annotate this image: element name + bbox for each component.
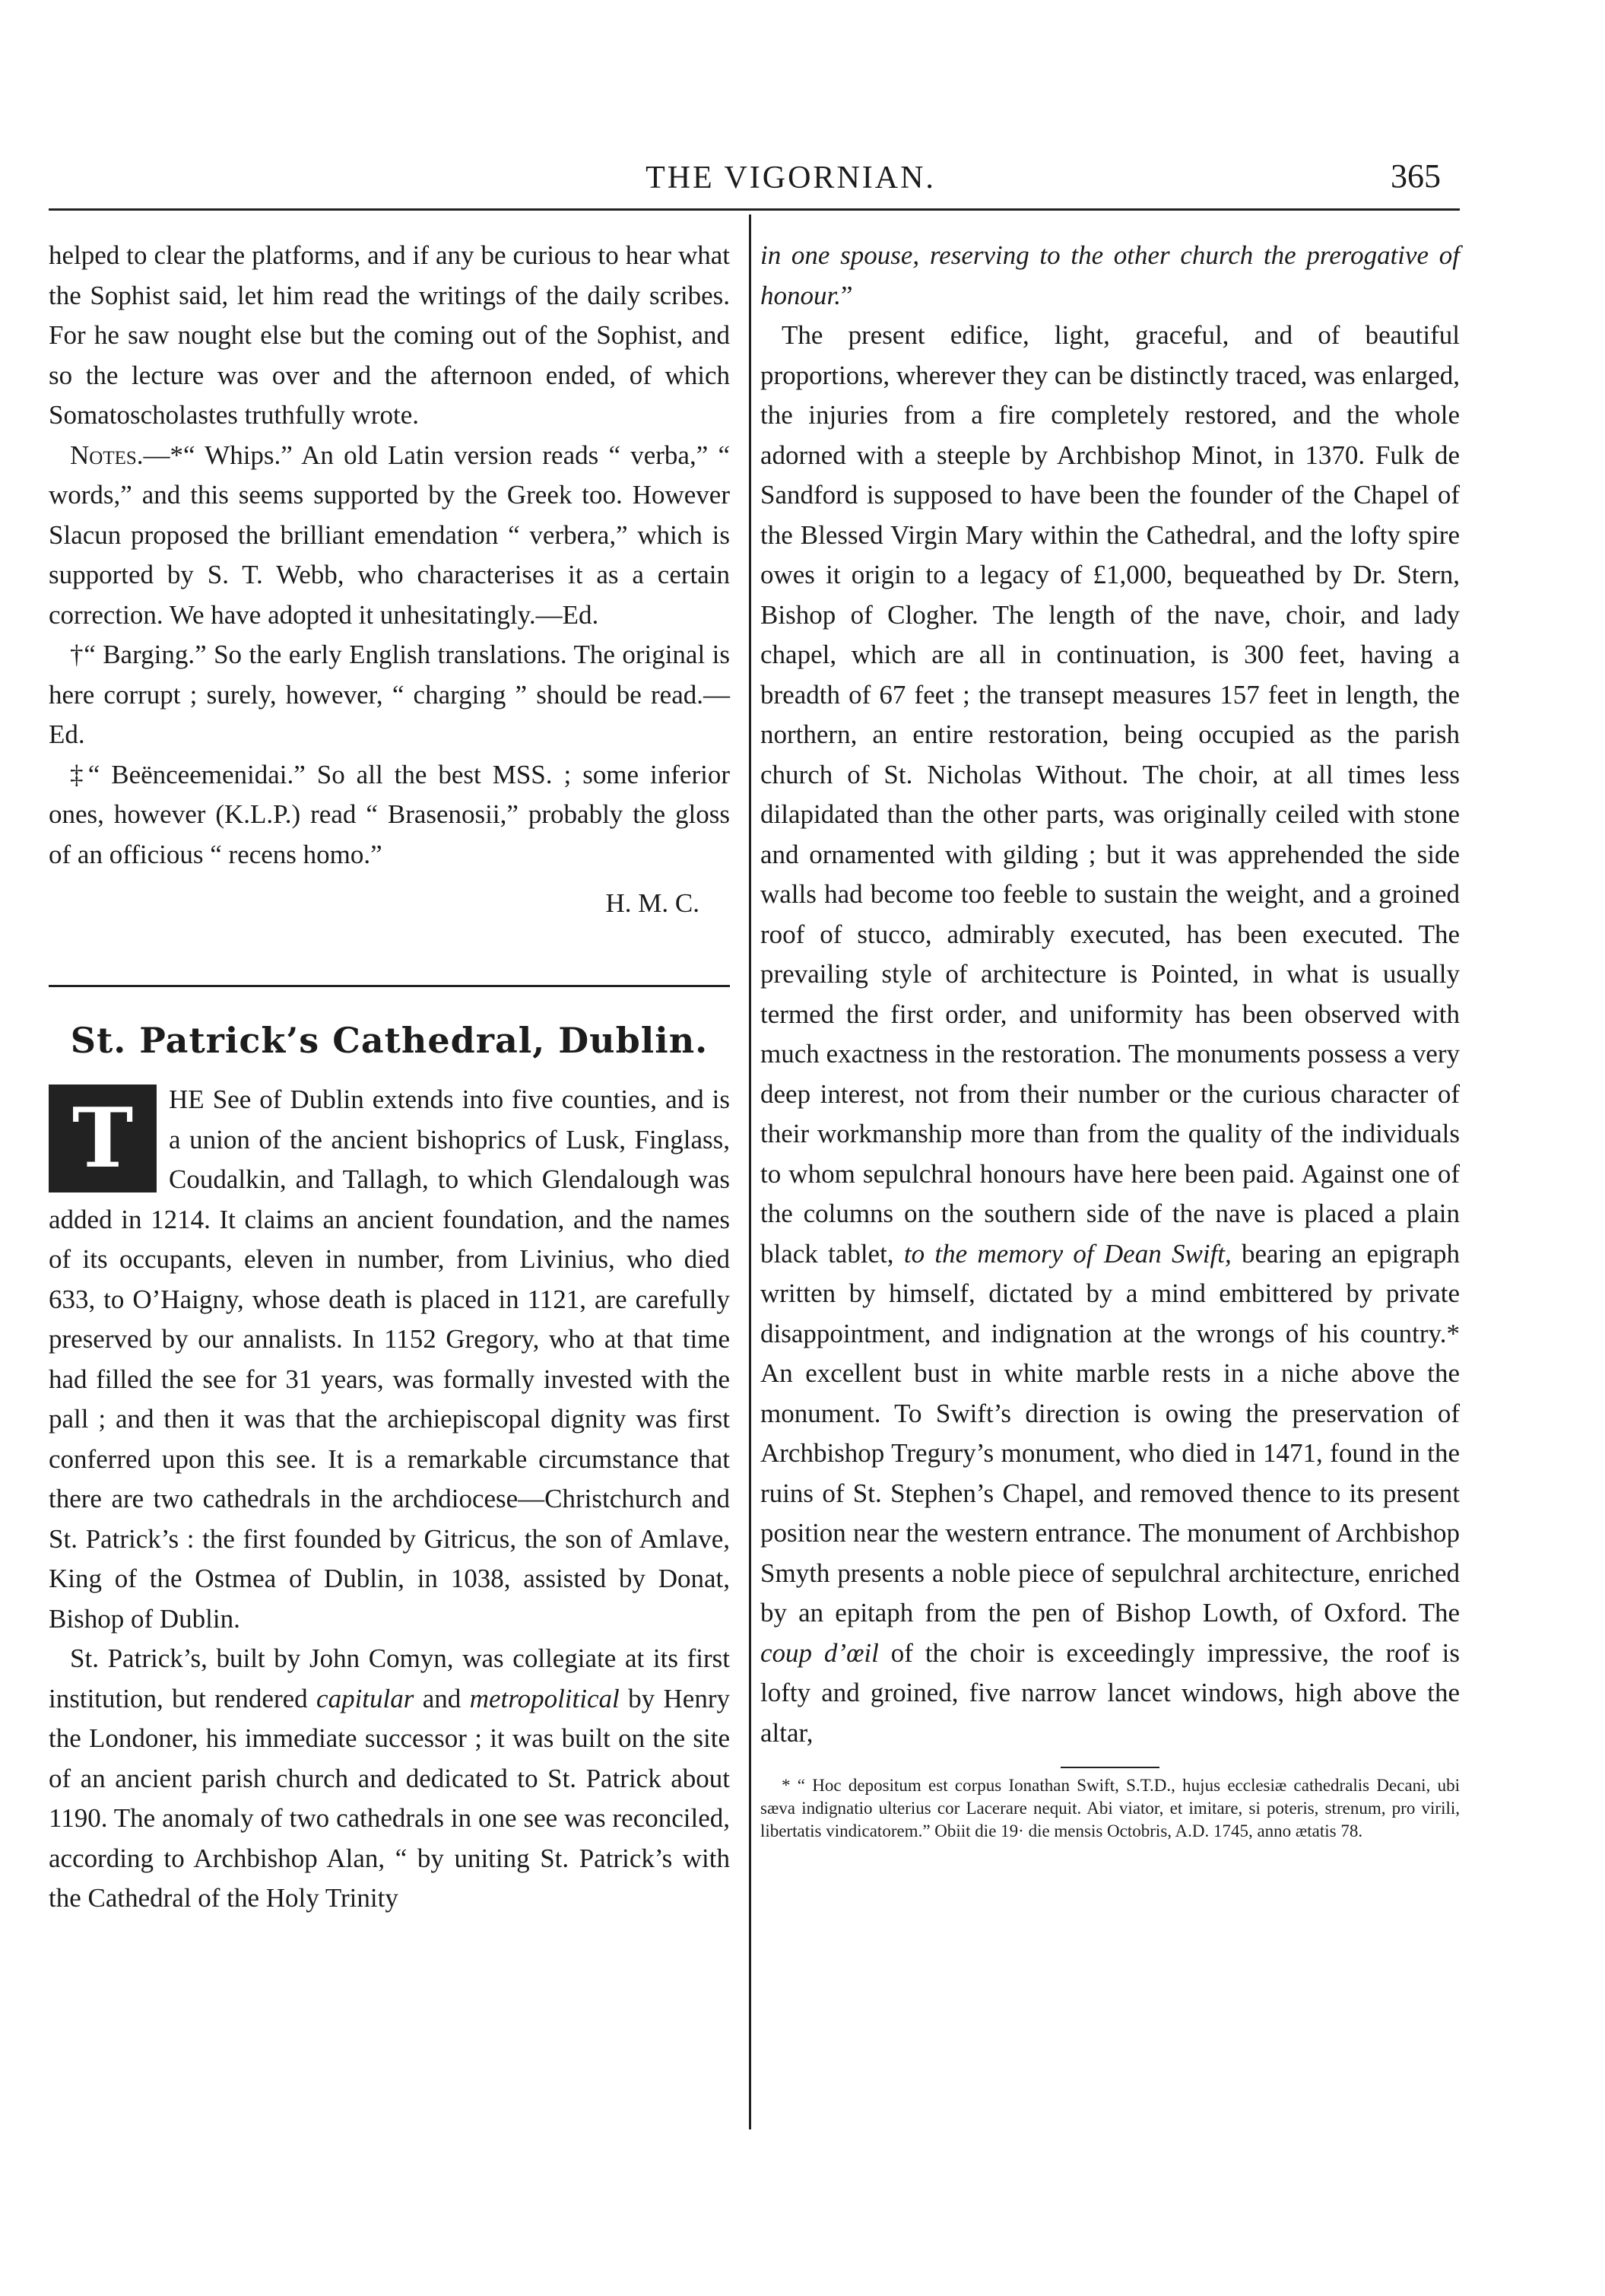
footnote-rule (1061, 1767, 1159, 1768)
note-barging: †“ Barging.” So the early English translations. The original is here corrupt ; surely, however, “ charging ” should be read.—Ed. (49, 640, 730, 749)
page-number: 365 (1391, 157, 1441, 195)
footnote: * “ Hoc depositum est corpus Ionathan Swift, S.T.D., hujus ecclesiæ cathedralis Decani, ubi sæva indignatio ulterius cor Lacerare nequit. Abi viator, et imitare, si poteris, strenum, pro virili, libertatis vindicatorem.” Obiit die 19· die mensis Octobris, A.D. 1745, anno ætatis 78. (760, 1776, 1460, 1840)
swift-memory-italic: to the memory of Dean Swift, (903, 1238, 1232, 1269)
comyn-text-a: St. Patrick’s, built by John Comyn, was collegiate at its first institution, but rendered (49, 1643, 730, 1713)
edifice-paragraph (760, 316, 1460, 1753)
opening-text: HE See of Dublin extends into five counties, and is a union of the ancient bishoprics of Lusk, Finglass, Coudalkin, and Tallagh, to which Glendalough was added in 1214. It claims an ancient foundation, and the names of its occupants, eleven in number, from Livinius, who died 633, to O’Haigny, whose death is placed in 1121, are carefully preserved by our annalists. In 1152 Gregory, who at that time had filled the see for 31 years, was formally invested with the pall ; and then it was that the archiepiscopal dignity was first conferred upon this see. It is a remarkable circumstance that there are two cathedrals in the archdiocese—Christchurch and St. Patrick’s : the first founded by Gitricus, the son of Amlave, King of the Ostmea of Dublin, in 1038, assisted by Donat, Bishop of Dublin. (49, 1084, 730, 1634)
right-column (760, 236, 1460, 1843)
comyn-text-e: by Henry the Londoner, his immediate successor ; it was built on the site of an ancient parish church and dedicated to St. Patrick about 1190. The anomaly of two cathedrals in one see was reconciled, according to Archbishop Alan, “ by uniting St. Patrick’s with the Cathedral of the Holy Trinity (49, 1683, 730, 1913)
quote-close: ” (841, 280, 853, 310)
coup-doeil-italic: coup d’œil (760, 1637, 879, 1668)
article-opening-paragraph (49, 1080, 730, 1639)
note-whips: *“ Whips.” An old Latin version reads “ verba,” “ words,” and this seems supported by the Greek too. However Slacun proposed the brilliant emendation “ verbera,” which is supported by S. T. Webb, who characterises it as a certain correction. We have adopted it unhesitatingly.—Ed. (49, 440, 730, 630)
section-divider (49, 985, 730, 987)
signature: H. M. C. (605, 888, 699, 918)
closing-paragraph: helped to clear the platforms, and if any be curious to hear what the Sophist said, let him read the writings of the daily scribes. For he saw nought else but the coming out of the Sophist, and so the lecture was over and the afternoon ended, of which Somatoscholastes truthfully wrote. (49, 240, 730, 430)
article-title: St. Patrick’s Cathedral, Dublin. (70, 1019, 709, 1061)
notes-label: Notes.— (70, 440, 170, 470)
dropcap-letter: T (49, 1084, 157, 1192)
edifice-text-b: bearing an epigraph written by himself, dictated by a mind embittered by private disappointment, and indignation at the wrongs of his country.* An excellent bust in white marble rests in a niche above the monument. To Swift’s direction is owing the preservation of Archbishop Tregury’s monument, who died in 1471, found in the ruins of St. Stephen’s Chapel, and removed thence to its present position near the western entrance. The monument of Archbishop Smyth presents a noble piece of sepulchral architecture, enriched by an epitaph from the pen of Bishop Lowth, of Oxford. The (760, 1238, 1461, 1628)
metropolitical-term: metropolitical (469, 1683, 620, 1713)
note-beenceemenidai: ‡“ Beënceemenidai.” So all the best MSS. ; some inferior ones, however (K.L.P.) read “ Brasenosii,” probably the gloss of an officious “ recens homo.” (49, 759, 730, 869)
comyn-paragraph (49, 1639, 730, 1919)
column-divider (749, 214, 751, 2129)
left-column (49, 236, 730, 1919)
running-head: THE VIGORNIAN. (645, 160, 936, 195)
capitular-term: capitular (316, 1683, 414, 1713)
header-rule (49, 208, 1460, 211)
notes-paragraph (49, 436, 730, 636)
edifice-text-a: The present edifice, light, graceful, and of beautiful proportions, wherever they can be distinctly traced, was enlarged, the injuries from a fire completely restored, and the whole adorned with a steeple by Archbishop Minot, in 1370. Fulk de Sandford is supposed to have been the founder of the Chapel of the Blessed Virgin Mary within the Cathedral, and the lofty spire owes it origin to a legacy of £1,000, bequeathed by Dr. Stern, Bishop of Clogher. The length of the nave, choir, and lady chapel, which are all in continuation, is 300 feet, having a breadth of 67 feet ; the transept measures 157 feet in length, the northern, an entire restoration, being occupied as the parish church of St. Nicholas Without. The choir, at all times less dilapidated than the other parts, was originally ceiled with stone and ornamented with gilding ; but it was apprehended the side walls had become too feeble to sustain the weight, and a groined roof of stucco, admirably executed, has been executed. The prevailing style of architecture is Pointed, in what is usually termed the first order, and uniformity has been observed with much exactness in the restoration. The monuments possess a very deep interest, not from their number or the curious character of their workmanship more than from the quality of the individuals to whom sepulchral honours have here been paid. Against one of the columns on the southern side of the nave is placed a plain black tablet, (760, 320, 1460, 1269)
quote-italic: in one spouse, reserving to the other church the prerogative of honour. (760, 240, 1460, 310)
edifice-text-c: of the choir is exceedingly impressive, the roof is lofty and groined, five narrow lancet windows, high above the altar, (760, 1637, 1461, 1748)
comyn-text-c: and (414, 1683, 470, 1713)
continued-quote (760, 236, 1460, 316)
